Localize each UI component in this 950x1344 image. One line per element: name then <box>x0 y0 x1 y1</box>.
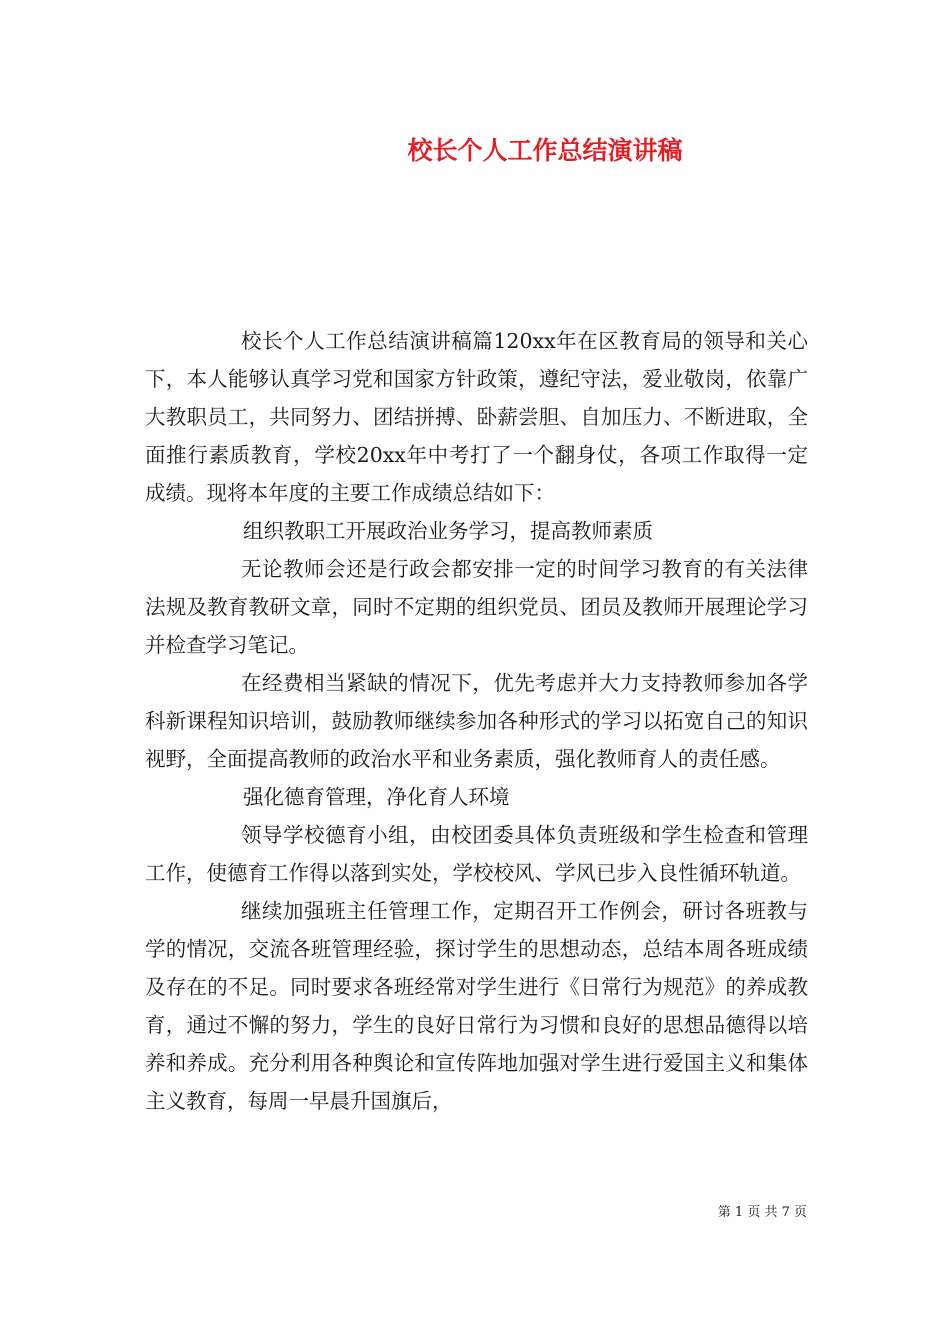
paragraph-study-meetings: 无论教师会还是行政会都安排一定的时间学习教育的有关法律法规及教育教研文章，同时不定期的组织党员、团员及教师开展理论学习并检查学习笔记。 <box>145 557 808 657</box>
paragraph-intro: 校长个人工作总结演讲稿篇120xx年在区教育局的领导和关心下，本人能够认真学习党和国家方针政策，遵纪守法，爱业敬岗，依靠广大教职员工，共同努力、团结拼搏、卧薪尝胆、自加压力、不断进取，全面推行素质教育，学校20xx年中考打了一个翻身仗，各项工作取得一定成绩。现将本年度的主要工作成绩总结如下： <box>145 329 808 505</box>
section-heading-moral: 强化德育管理，净化育人环境 <box>243 785 510 809</box>
paragraph-class-teachers: 继续加强班主任管理工作，定期召开工作例会，研讨各班教与学的情况，交流各班管理经验，探讨学生的思想动态，总结本周各班成绩及存在的不足。同时要求各班经常对学生进行《日常行为规范》的养成教育，通过不懈的努力，学生的良好日常行为习惯和良好的思想品德得以培养和养成。充分利用各种舆论和宣传阵地加强对学生进行爱国主义和集体主义教育，每周一早晨升国旗后， <box>145 899 808 1113</box>
paragraph-training: 在经费相当紧缺的情况下，优先考虑并大力支持教师参加各学科新课程知识培训，鼓励教师继续参加各种形式的学习以拓宽自己的知识视野，全面提高教师的政治水平和业务素质，强化教师育人的责任感。 <box>145 671 808 771</box>
document-body <box>145 322 808 1120</box>
section-heading-study: 组织教职工开展政治业务学习，提高教师素质 <box>243 519 653 543</box>
paragraph-moral-group: 领导学校德育小组，由校团委具体负责班级和学生检查和管理工作，使德育工作得以落到实处，学校校风、学风已步入良性循环轨道。 <box>145 823 808 885</box>
document-title: 校长个人工作总结演讲稿 <box>407 136 683 165</box>
page-number-footer: 第 1 页 共 7 页 <box>717 1205 807 1220</box>
